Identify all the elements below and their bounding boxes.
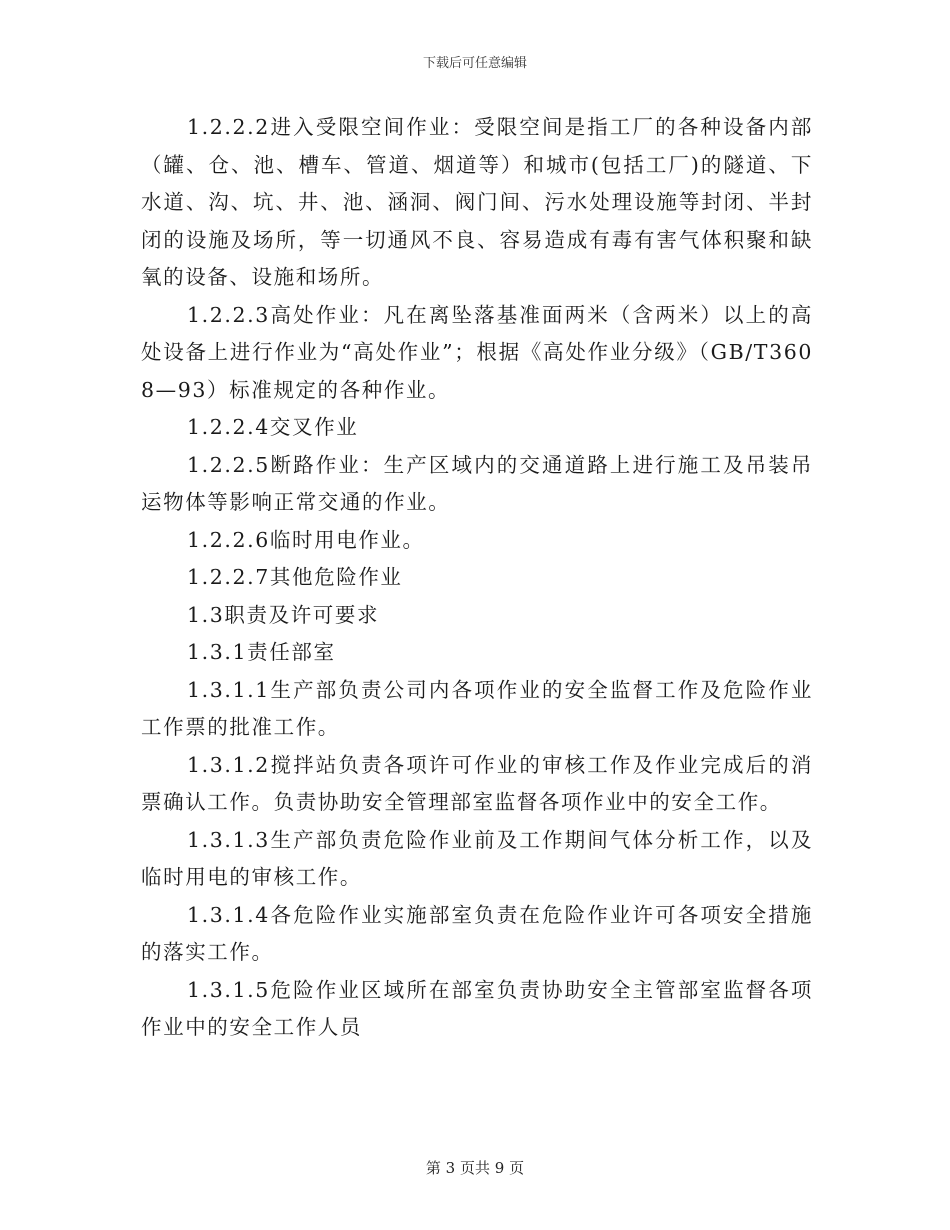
paragraph-1-3-1-5: 1.3.1.5危险作业区域所在部室负责协助安全主管部室监督各项作业中的安全工作人员	[141, 977, 813, 1039]
paragraph-1-2-2-6: 1.2.2.6临时用电作业。	[187, 527, 425, 552]
paragraph-1-3-1-3: 1.3.1.3生产部负责危险作业前及工作期间气体分析工作，以及临时用电的审核工作。	[141, 827, 813, 889]
paragraph-1-3-1-1: 1.3.1.1生产部负责公司内各项作业的安全监督工作及危险作业工作票的批准工作。	[141, 677, 813, 739]
page-header: 下载后可任意编辑	[422, 56, 527, 71]
heading-1-3-1: 1.3.1责任部室	[187, 640, 336, 664]
heading-1-3: 1.3职责及许可要求	[187, 602, 380, 627]
paragraph-1-2-2-5: 1.2.2.5断路作业：生产区域内的交通道路上进行施工及吊装吊运物体等影响正常交通的作业。	[141, 452, 813, 514]
paragraph-1-2-2-4: 1.2.2.4交叉作业	[187, 415, 359, 439]
paragraph-1-2-2-7: 1.2.2.7其他危险作业	[187, 565, 403, 589]
page-footer: 第 3 页共 9 页	[425, 1159, 525, 1177]
paragraph-1-2-2-2: 1.2.2.2进入受限空间作业：受限空间是指工厂的各种设备内部（罐、仓、池、槽车、管道、烟道等）和城市(包括工厂)的隧道、下水道、沟、坑、井、池、涵洞、阀门间、污水处理设施等封闭、半封闭的设施及场所，等一切通风不良、容易造成有毒有害气体积聚和缺氧的设备、设施和场所。	[141, 115, 813, 289]
paragraph-1-3-1-4: 1.3.1.4各危险作业实施部室负责在危险作业许可各项安全措施的落实工作。	[141, 902, 813, 964]
document-body	[141, 109, 813, 1047]
paragraph-1-2-2-3: 1.2.2.3高处作业：凡在离坠落基准面两米（含两米）以上的高处设备上进行作业为“高处作业”；根据《高处作业分级》（GB/T3608—93）标准规定的各种作业。	[141, 302, 813, 402]
paragraph-1-3-1-2: 1.3.1.2搅拌站负责各项许可作业的审核工作及作业完成后的消票确认工作。负责协助安全管理部室监督各项作业中的安全工作。	[141, 752, 813, 814]
